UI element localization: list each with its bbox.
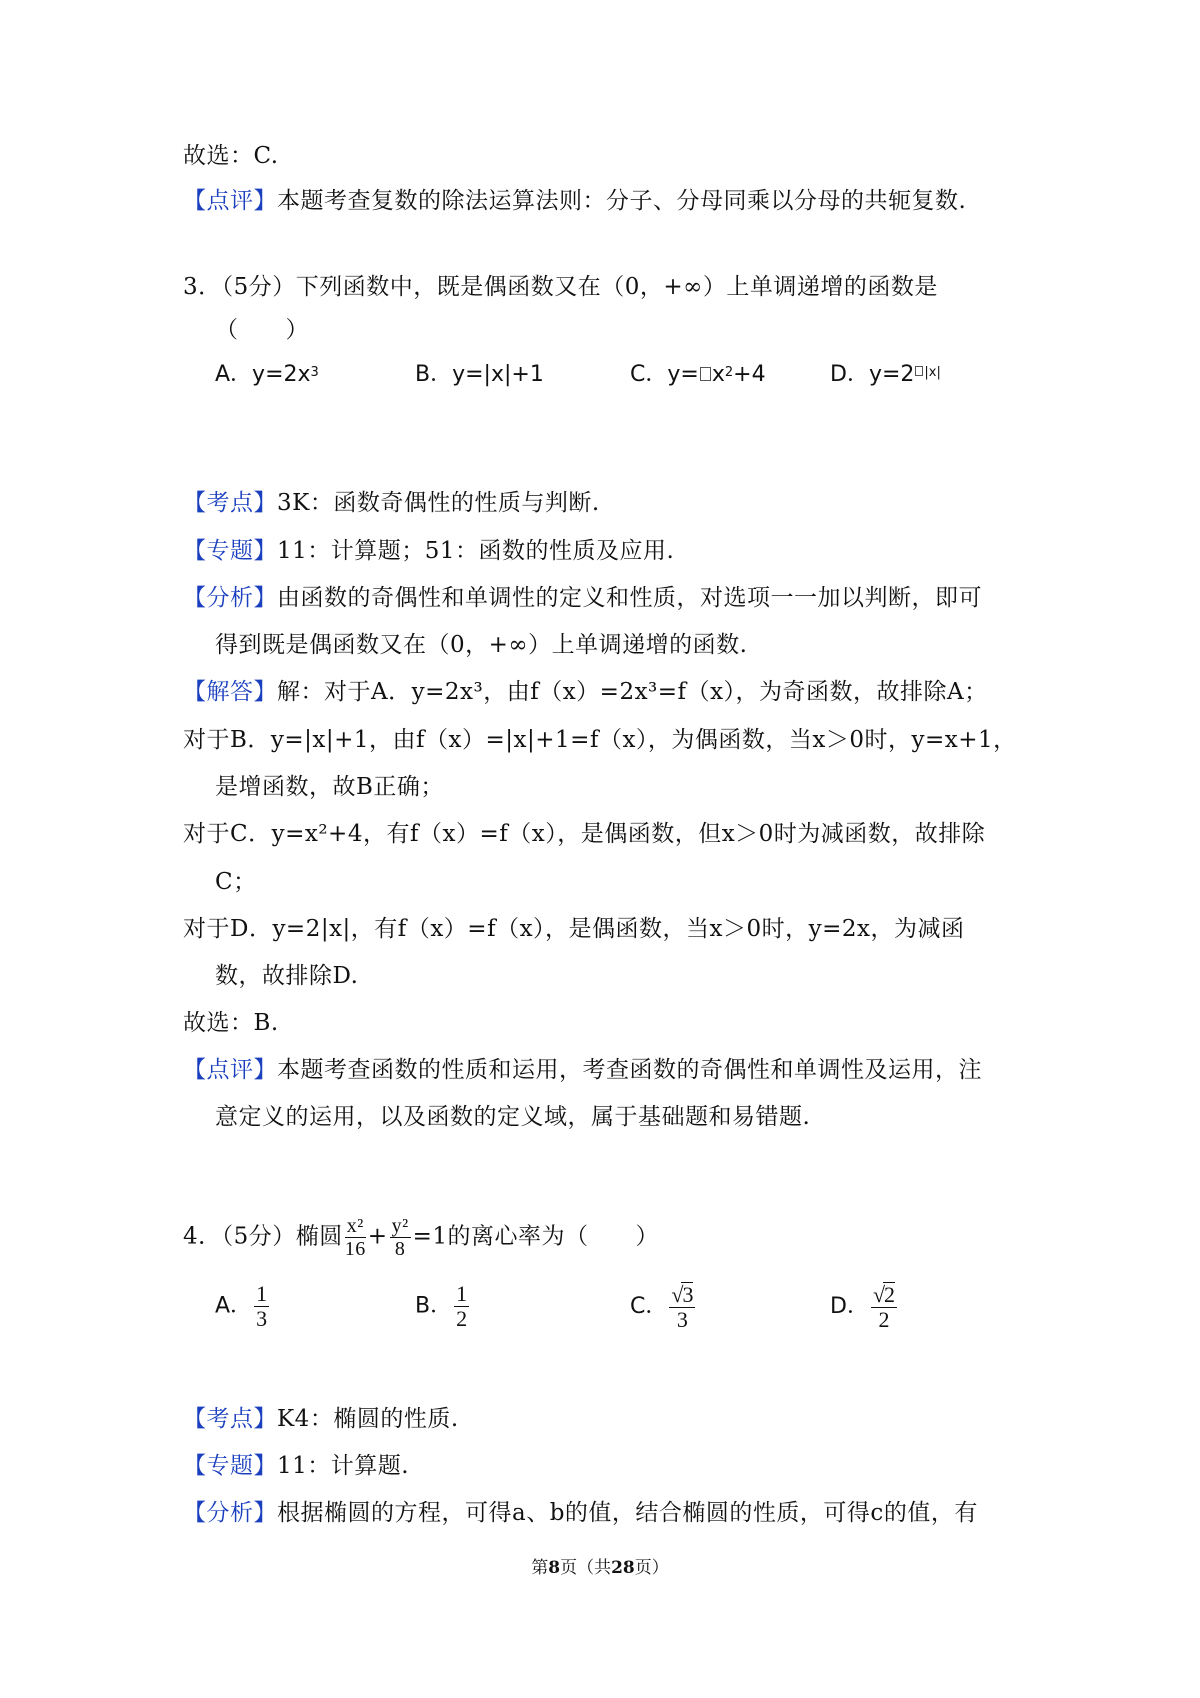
q3-c-line2: C； <box>215 869 257 895</box>
q3-option-c <box>630 359 766 391</box>
q4-option-a-label: A． <box>215 1293 253 1319</box>
zhuanti-text: 11：计算题；51：函数的性质及应用. <box>277 538 675 564</box>
jieda-tag: 【解答】 <box>183 679 277 705</box>
frac-num-sqrt: √3 <box>671 1282 694 1307</box>
q4-stem <box>183 1215 659 1260</box>
frac-den: 2 <box>878 1307 890 1332</box>
q4-fenxi <box>183 1497 978 1529</box>
zhuanti-tag: 【专题】 <box>183 538 277 564</box>
q4-option-d-fraction <box>871 1282 897 1332</box>
frac-den: 3 <box>256 1306 268 1331</box>
missing-glyph-icon <box>915 366 923 376</box>
q3-kaodian <box>183 487 600 519</box>
q3-review-line2: 意定义的运用，以及函数的定义域，属于基础题和易错题. <box>215 1104 811 1130</box>
footer-post: 页） <box>634 1558 669 1578</box>
q4-option-c-fraction <box>669 1282 695 1332</box>
q4-option-c-label: C． <box>630 1294 668 1319</box>
q3-stem-line1: 3．（5分）下列函数中，既是偶函数又在（0，+∞）上单调递增的函数是 <box>183 274 938 300</box>
kaodian-tag: 【考点】 <box>183 490 277 516</box>
q3-jieda <box>183 676 988 708</box>
q3-option-c-sup: 2 <box>724 365 734 380</box>
total-pages: 28 <box>611 1558 635 1578</box>
review-tag: 【点评】 <box>183 188 277 214</box>
q4-option-b-fraction <box>454 1282 469 1331</box>
q3-option-d-sup: |x| <box>924 365 941 380</box>
eq-x-num: x² <box>346 1215 364 1237</box>
page-footer <box>0 1553 1200 1578</box>
review-line1: 本题考查函数的性质和运用，考查函数的奇偶性和单调性及运用，注 <box>277 1057 982 1083</box>
radicand: 2 <box>884 1282 896 1307</box>
q4-option-b-label: B． <box>415 1293 453 1319</box>
fenxi-tag: 【分析】 <box>183 585 277 611</box>
frac-num: 1 <box>456 1281 468 1306</box>
q3-c-line1: 对于C．y=x²+4，有f（x）=f（x），是偶函数，但x＞0时为减函数，故排除 <box>183 821 986 847</box>
q3-option-c-x: x <box>711 362 725 387</box>
eq-plus: + <box>367 1223 388 1250</box>
q3-option-a <box>215 359 319 391</box>
q3-stem-line2: （ ） <box>215 317 309 343</box>
kaodian-text: 3K：函数奇偶性的性质与判断. <box>277 490 600 516</box>
q4-eq-x-fraction <box>345 1215 366 1260</box>
q4-kaodian <box>183 1403 459 1435</box>
q3-option-d-text: D．y=2 <box>830 362 915 387</box>
review-tag: 【点评】 <box>183 1057 277 1083</box>
q4-zhuanti <box>183 1450 409 1482</box>
kaodian-text: K4：椭圆的性质. <box>277 1406 459 1432</box>
page-number: 8 <box>548 1558 561 1578</box>
previous-review <box>183 185 966 217</box>
q3-b-line2: 是增函数，故B正确； <box>215 774 444 800</box>
q4-option-d-label: D． <box>830 1294 869 1319</box>
eq-x-den: 16 <box>344 1238 366 1260</box>
footer-mid: 页（共 <box>560 1558 612 1578</box>
q3-option-a-sup: 3 <box>310 365 319 380</box>
q3-fenxi <box>183 582 982 614</box>
q3-zhuanti <box>183 535 674 567</box>
eq-y-num: y² <box>391 1215 409 1237</box>
zhuanti-tag: 【专题】 <box>183 1453 277 1479</box>
q4-stem-pre: 4．（5分）椭圆 <box>183 1223 343 1250</box>
q4-option-c <box>630 1282 697 1332</box>
frac-den: 2 <box>456 1306 468 1331</box>
missing-glyph-icon <box>700 367 711 381</box>
q4-eq-y-fraction <box>390 1215 411 1260</box>
q3-option-b: B．y=|x|+1 <box>415 362 544 387</box>
q3-d-line2: 数，故排除D. <box>215 963 359 989</box>
review-text: 本题考查复数的除法运算法则：分子、分母同乘以分母的共轭复数. <box>277 188 967 214</box>
frac-num: 1 <box>256 1281 268 1306</box>
previous-conclusion: 故选：C. <box>183 143 279 169</box>
q3-option-d <box>830 359 941 391</box>
frac-den: 3 <box>676 1307 688 1332</box>
q4-option-b <box>415 1282 471 1331</box>
q3-review <box>183 1054 982 1086</box>
q3-conclusion: 故选：B. <box>183 1010 279 1036</box>
fenxi-tag: 【分析】 <box>183 1500 277 1526</box>
jieda-line1: 解：对于A．y=2x³，由f（x）=2x³=f（x），为奇函数，故排除A； <box>277 679 988 705</box>
q4-option-a <box>215 1282 271 1331</box>
q3-fenxi-line2: 得到既是偶函数又在（0，+∞）上单调递增的函数. <box>215 632 748 658</box>
q3-b-line1: 对于B．y=|x|+1，由f（x）=|x|+1=f（x），为偶函数，当x＞0时，y=x+1， <box>183 727 1017 753</box>
q3-option-c-tail: +4 <box>733 362 766 387</box>
eq-y-den: 8 <box>394 1238 406 1260</box>
zhuanti-text: 11：计算题. <box>277 1453 410 1479</box>
q4-stem-post: =1的离心率为（ ） <box>412 1223 659 1250</box>
footer-pre: 第 <box>531 1558 549 1578</box>
q4-option-d <box>830 1282 899 1332</box>
frac-num-sqrt: √2 <box>872 1282 896 1307</box>
q3-option-a-text: A．y=2x <box>215 362 311 387</box>
kaodian-tag: 【考点】 <box>183 1406 277 1432</box>
fenxi-line1: 由函数的奇偶性和单调性的定义和性质，对选项一一加以判断，即可 <box>277 585 982 611</box>
radicand: 3 <box>682 1282 694 1307</box>
q3-d-line1: 对于D．y=2|x|，有f（x）=f（x），是偶函数，当x＞0时，y=2x，为减函 <box>183 916 965 942</box>
q3-option-c-pre: C．y= <box>630 362 699 387</box>
fenxi-text: 根据椭圆的方程，可得a、b的值，结合椭圆的性质，可得c的值，有 <box>277 1500 978 1526</box>
q4-option-a-fraction <box>254 1282 269 1331</box>
